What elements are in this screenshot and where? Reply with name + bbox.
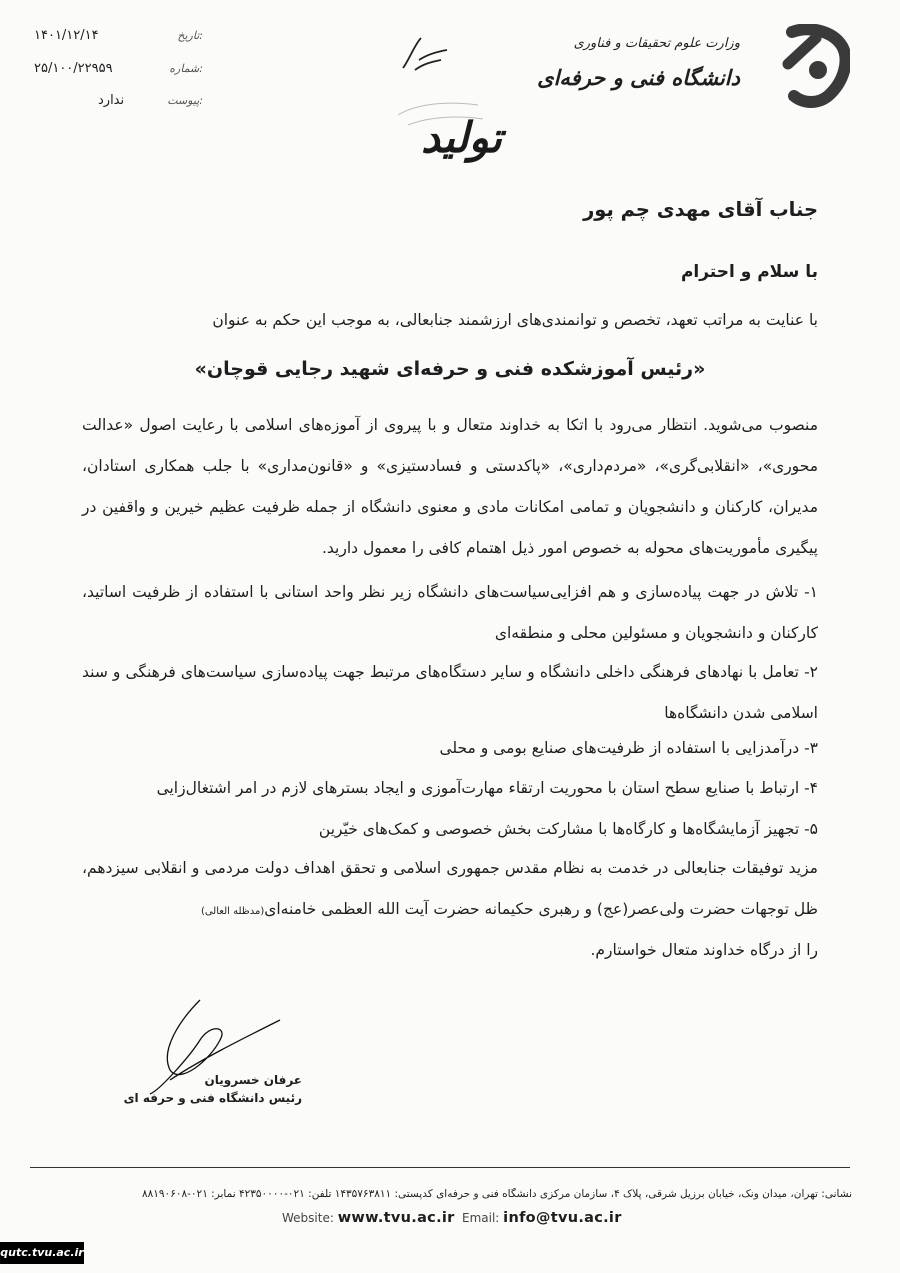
- appointment-title: «رئیس آموزشکده فنی و حرفه‌ای شهید رجایی قوچان»: [194, 358, 706, 380]
- closing-text: مزید توفیقات جنابعالی در خدمت به نظام مقدس جمهوری اسلامی و تحقق اهداف دولت مردمی و انقلابی سیزدهم، ظل توجهات حضرت ولی‌عصر(عج) و رهبری حکیمانه حضرت آیت الله العظمی خامنه‌ای: [82, 859, 818, 918]
- date-value: ۱۴۰۱/۱۲/۱۴: [34, 28, 99, 43]
- number-row: [28, 61, 203, 77]
- university-name: دانشگاه فنی و حرفه‌ای: [537, 66, 740, 90]
- date-row: [28, 28, 203, 44]
- footer-address: نشانی: تهران، میدان ونک، خیابان برزیل شرقی، پلاک ۴، سازمان مرکزی دانشگاه فنی و حرفه‌ای کدپستی: ۱۴۳۵۷۶۳۸۱۱ تلفن: ۰۲۱-۴۲۳۵۰۰۰۰ نمابر: ۰۲۱-۸۸۱۹۰۶۰۸: [142, 1188, 852, 1200]
- list-item: ۲- تعامل با نهادهای فرهنگی داخلی دانشگاه و سایر دستگاه‌های مرتبط جهت پیاده‌سازی سیاست‌های فرهنگی و سند اسلامی شدن دانشگاه‌ها: [82, 663, 818, 722]
- body-paragraph: منصوب می‌شوید. انتظار می‌رود با اتکا به خداوند متعال و با پیروی از آموزه‌های اسلامی با رعایت اصول «عدالت محوری»، «انقلابی‌گری»، «مردم‌داری»، «پاکدستی و فسادستیزی» و «قانون‌مداری» با جلب همکاری استادان، مدیران، کارکنان و دانشجویان و تمامی امکانات مادی و معنوی دانشگاه از جمله ظرفیت عظیم خیرین و واقفین در پیگیری مأموریت‌های محوله به خصوص امور ذیل اهتمام کافی را معمول دارید.: [82, 416, 818, 557]
- attachment-label: پیوست:: [167, 94, 203, 107]
- website-link[interactable]: www.tvu.ac.ir: [337, 1210, 455, 1226]
- website-label: Website:: [282, 1211, 334, 1225]
- addressee: جناب آقای مهدی چم پور: [583, 198, 818, 221]
- closing-final: را از درگاه خداوند متعال خواستارم.: [590, 941, 818, 959]
- intro-paragraph: با عنایت به مراتب تعهد، تخصص و توانمندی‌های ارزشمند جنابعالی، به موجب این حکم به عنوان: [212, 311, 818, 329]
- footer-divider: [30, 1167, 850, 1168]
- email-label: Email:: [462, 1211, 500, 1225]
- attachment-value: ندارد: [98, 93, 125, 108]
- site-watermark: qutc.tvu.ac.ir: [0, 1242, 84, 1264]
- list-item: ۳- درآمدزایی با استفاده از ظرفیت‌های صنایع بومی و محلی: [439, 739, 818, 757]
- list-item: ۴- ارتباط با صنایع سطح استان با محوریت ارتقاء مهارت‌آموزی و ایجاد بسترهای لازم در امر اشتغال‌زایی: [156, 779, 818, 797]
- number-label: شماره:: [169, 62, 203, 75]
- footer-website: [282, 1210, 455, 1226]
- greeting: با سلام و احترام: [680, 262, 818, 282]
- attachment-row: [28, 93, 203, 109]
- year-slogan: تولید: [421, 113, 502, 162]
- footer-email: [462, 1210, 622, 1226]
- ministry-name: وزارت علوم تحقیقات و فناوری: [573, 36, 740, 51]
- university-logo: [778, 24, 850, 108]
- closing-honorific: (مدظله العالی): [200, 906, 265, 917]
- year-slogan-calligraphy: [378, 95, 508, 177]
- number-value: ۲۵/۱۰۰/۲۲۹۵۹: [34, 61, 113, 76]
- date-label: تاریخ:: [177, 29, 203, 42]
- signer-name: عرفان خسرویان: [204, 1073, 302, 1087]
- closing-paragraph: [82, 848, 818, 932]
- signer-title: رئیس دانشگاه فنی و حرفه ای: [123, 1091, 302, 1105]
- list-item: ۵- تجهیز آزمایشگاه‌ها و کارگاه‌ها با مشارکت بخش خصوصی و کمک‌های خیّرین: [318, 820, 818, 838]
- invocation-calligraphy: [395, 30, 455, 80]
- email-link[interactable]: info@tvu.ac.ir: [503, 1210, 622, 1226]
- list-item: ۱- تلاش در جهت پیاده‌سازی و هم افزایی‌سیاست‌های دانشگاه زیر نظر واحد استانی با استفاده از ظرفیت اساتید، کارکنان و دانشجویان و مسئولین محلی و منطقه‌ای: [82, 583, 818, 642]
